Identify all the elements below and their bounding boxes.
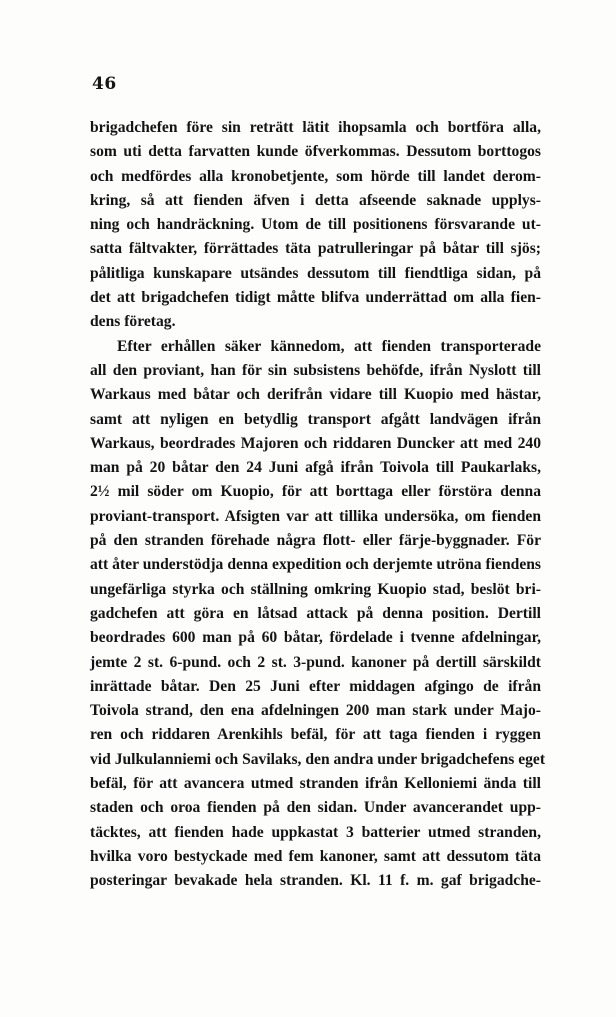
- text-line: som uti detta farvatten kunde öfverkommas. Dessutom borttogos: [90, 143, 541, 161]
- text-line: pålitliga kunskapare utsändes dessutom till fiendtliga sidan, på: [90, 264, 541, 282]
- text-line-paragraph-start: Efter erhållen säker kännedom, att fienden transporterade: [117, 337, 541, 355]
- text-line: proviant-transport. Afsigten var att tillika undersöka, om fienden: [90, 507, 541, 525]
- text-line: 2½ mil söder om Kuopio, för att borttaga eller förstöra denna: [90, 483, 541, 501]
- text-line: inrättade båtar. Den 25 Juni efter middagen afgingo de ifrån: [90, 677, 541, 695]
- text-line: Toivola strand, den ena afdelningen 200 man stark under Majo-: [90, 702, 541, 720]
- text-line: Warkaus, beordrades Majoren och riddaren Duncker att med 240: [90, 434, 541, 452]
- text-line: hvilka voro bestyckade med fem kanoner, samt att dessutom täta: [90, 847, 541, 865]
- text-line: brigadchefen före sin reträtt lätit ihopsamla och bortföra alla,: [90, 119, 541, 136]
- text-line: att åter understödja denna expedition och derjemte utröna fiendens: [90, 556, 541, 574]
- text-line: samt att nyligen en betydlig transport afgått landvägen ifrån: [90, 410, 541, 428]
- text-line: täcktes, att fienden hade uppkastat 3 batterier utmed stranden,: [90, 823, 541, 841]
- text-line: på den stranden förehade några flott- eller färje-byggnader. För: [90, 532, 541, 550]
- text-line: ungefärliga styrka och ställning omkring Kuopio stad, beslöt bri-: [90, 580, 541, 598]
- text-line: beordrades 600 man på 60 båtar, fördelade i tvenne afdelningar,: [90, 629, 541, 647]
- body-text: [90, 116, 546, 894]
- text-line: befäl, för att avancera utmed stranden ifrån Kelloniemi ända till: [90, 775, 541, 793]
- text-line: dens företag.: [90, 313, 176, 331]
- text-line: det att brigadchefen tidigt måtte blifva underrättad om alla fien-: [90, 289, 541, 307]
- text-line: satta fältvakter, förrättades täta patrulleringar på båtar till sjös;: [90, 240, 541, 258]
- text-line: ren och riddaren Arenkihls befäl, för att taga fienden i ryggen: [90, 726, 541, 744]
- text-line: Warkaus med båtar och derifrån vidare till Kuopio med hästar,: [90, 386, 541, 404]
- text-line: vid Julkulanniemi och Savilaks, den andra under brigadchefens eget: [90, 750, 546, 768]
- text-line: jemte 2 st. 6-pund. och 2 st. 3-pund. kanoner på dertill särskildt: [90, 653, 541, 671]
- text-line: posteringar bevakade hela stranden. Kl. 11 f. m. gaf brigadche-: [90, 872, 541, 890]
- text-line: man på 20 båtar den 24 Juni afgå ifrån Toivola till Paukarlaks,: [90, 459, 541, 477]
- page-number: 46: [92, 74, 117, 94]
- text-line: ning och handräckning. Utom de till positionens försvarande ut-: [90, 216, 541, 234]
- text-line: all den proviant, han för sin subsistens behöfde, ifrån Nyslott till: [90, 361, 541, 379]
- text-line: staden och oroa fienden på den sidan. Under avancerandet upp-: [90, 799, 541, 817]
- text-line: gadchefen att göra en låtsad attack på denna position. Dertill: [90, 604, 541, 622]
- text-line: kring, så att fienden äfven i detta afseende saknade upplys-: [90, 191, 541, 209]
- text-line: och medfördes alla kronobetjente, som hörde till landet derom-: [90, 167, 541, 185]
